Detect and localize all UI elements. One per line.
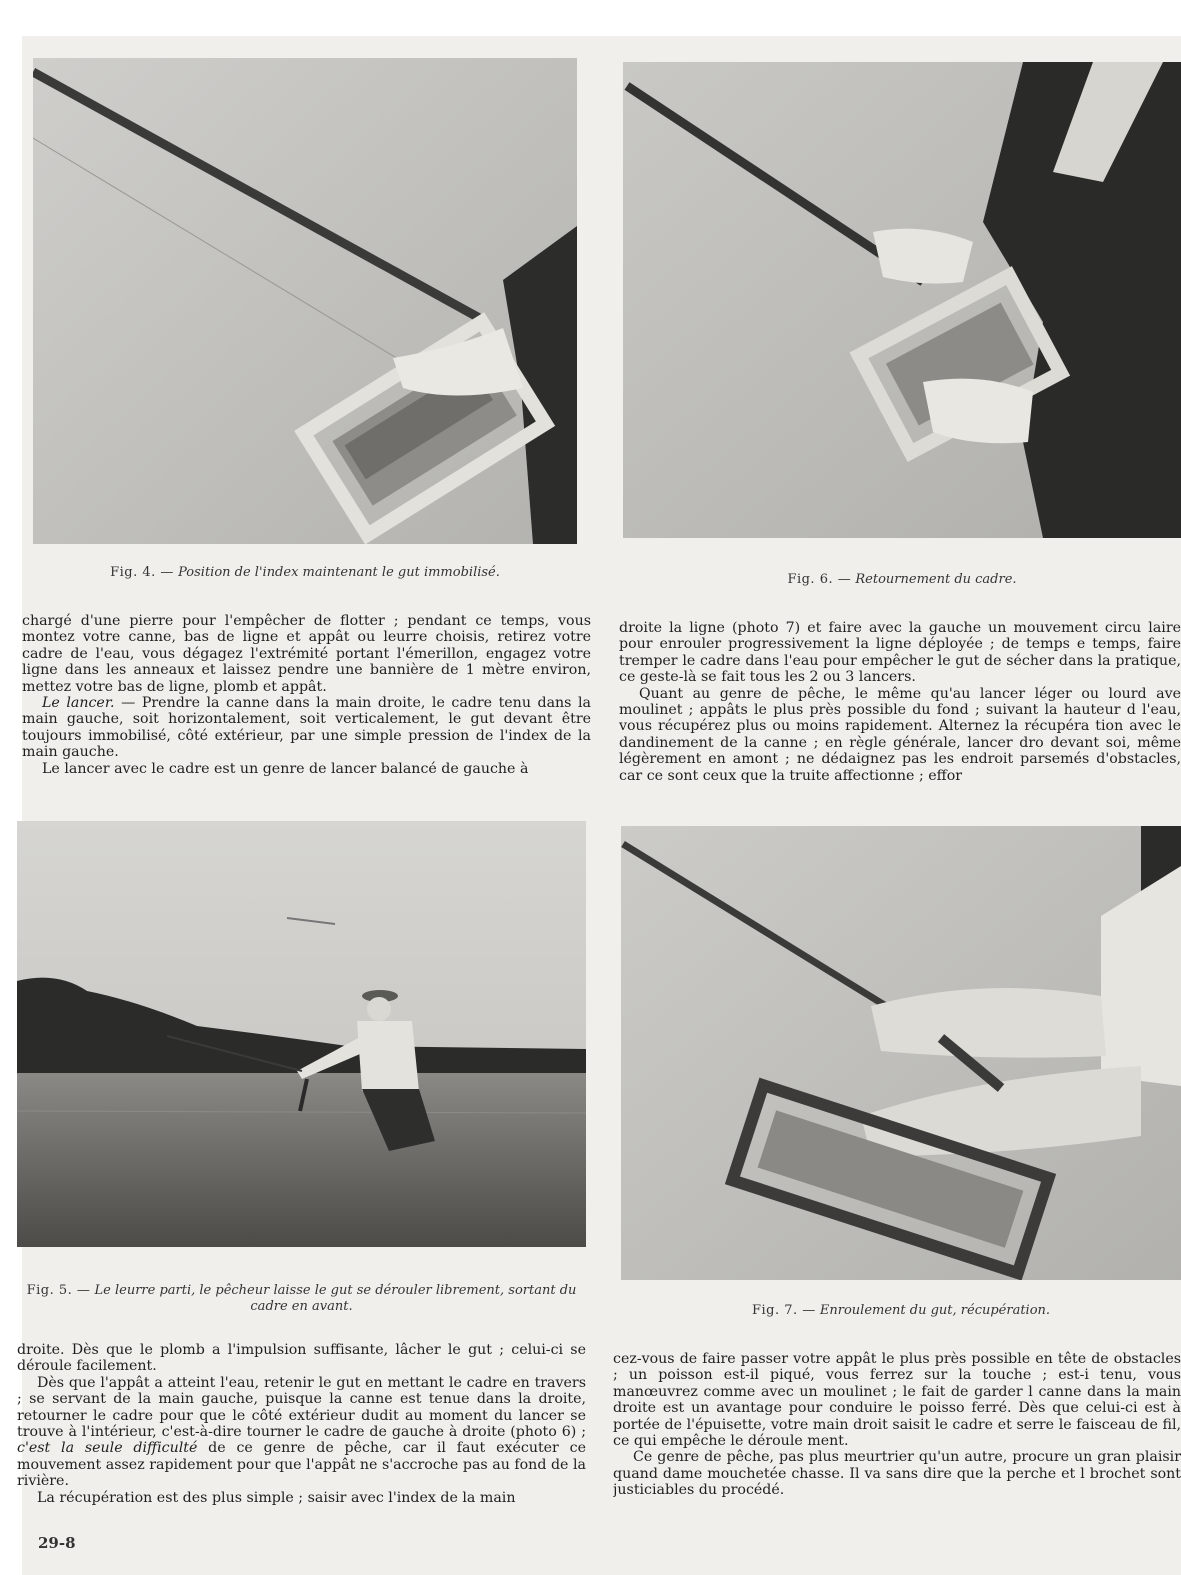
figure-5-caption-text: Le leurre parti, le pêcheur laisse le gut se dérouler librement, sortant du cadre en avant. xyxy=(94,1283,577,1314)
figure-4-photo xyxy=(33,58,577,544)
figure-5-caption xyxy=(17,1283,586,1315)
figure-4-caption-text: Position de l'index maintenant le gut immobilisé. xyxy=(178,565,500,580)
fishing-frame-hand-illustration xyxy=(33,58,577,544)
page-number: 29-8 xyxy=(38,1534,76,1552)
text-column-top-left xyxy=(22,613,591,799)
paragraph: Ce genre de pêche, pas plus meurtrier qu'un autre, procure un gran plaisir quand dame mouchetée chasse. Il va sans dire que la perche et l brochet sont justiciables du procédé. xyxy=(613,1449,1181,1499)
paragraph: cez-vous de faire passer votre appât le plus près possible en tête de obstacles ; un poisson est-il piqué, vous ferrez sur la touche ; est-i tenu, vous manœuvrez comme avec un moulinet ; le fait de garder l canne dans la main droite est un avantage pour conduire le poisso ferré. Dès que celui-ci est à portée de l'épuisette, votre main droit saisit le cadre et serre le faisceau de fil, ce qui empêche le déroule ment. xyxy=(613,1351,1181,1450)
paragraph: chargé d'une pierre pour l'empêcher de flotter ; pendant ce temps, vous montez votre canne, bas de ligne et appât ou leurre choisis, retirez votre cadre de l'eau, vous dégagez l'extrémité portant l'émerillon, engagez votre ligne dans les anneaux et laissez pendre une bannière de 1 mètre environ, mettez votre bas de ligne, plomb et appât. xyxy=(22,613,591,695)
paragraph xyxy=(22,695,591,761)
text-column-top-right xyxy=(619,620,1181,804)
paragraph: droite la ligne (photo 7) et faire avec la gauche un mouvement circu laire pour enrouler progressivement la ligne déployée ; de temps e temps, faire tremper le cadre dans l'eau pour empêcher le gut de sécher dans la pratique, ce geste-là se fait tous les 2 ou 3 lancers. xyxy=(619,620,1181,686)
figure-4-number: Fig. 4. — xyxy=(110,565,174,580)
angler-in-river-illustration xyxy=(17,821,586,1247)
figure-7-caption xyxy=(621,1303,1181,1319)
paragraph: Quant au genre de pêche, le même qu'au lancer léger ou lourd ave moulinet ; appâts le plus près possible du fond ; suivant la hauteur d l'eau, vous récupérez plus ou moins rapidement. Alternez la récupéra tion avec le dandinement de la canne ; en règle générale, lancer dro devant soi, même légèrement en amont ; ne dédaignez pas les endroit parsemés d'obstacles, car ce sont ceux que la truite affectionne ; effor xyxy=(619,685,1181,784)
figure-6-photo xyxy=(623,62,1181,538)
paragraph-body: Dès que l'appât a atteint l'eau, retenir le gut en mettant le cadre en travers ; se servant de la main gauche, puisque la canne est tenue dans la droite, retourner le cadre pour que le côté extérieur dudit au moment du lancer se trouve à l'intérieur, c'est-à-dire tourner le cadre de gauche à droite (photo 6) ; xyxy=(17,1374,586,1441)
gut-winding-illustration xyxy=(621,826,1181,1280)
figure-7-photo xyxy=(621,826,1181,1280)
paragraph-body: — Prendre la canne dans la main droite, le cadre tenu dans la main gauche, soit horizontalement, soit verticalement, le gut devant être toujours immobilisé, côté extérieur, par une simple pression de l'index de la main gauche. xyxy=(22,695,591,761)
paragraph: droite. Dès que le plomb a l'impulsion suffisante, lâcher le gut ; celui-ci se déroule facilement. xyxy=(17,1342,586,1375)
figure-6-number: Fig. 6. — xyxy=(787,572,852,587)
figure-6-caption-text: Retournement du cadre. xyxy=(855,572,1017,587)
figure-5-photo xyxy=(17,821,586,1247)
paragraph-emphasis: c'est la seule difficulté xyxy=(17,1440,198,1457)
frame-rotation-illustration xyxy=(623,62,1181,538)
figure-6-caption xyxy=(623,572,1181,588)
figure-7-caption-text: Enroulement du gut, récupération. xyxy=(819,1303,1051,1318)
paragraph-tail: de ce genre de pêche, car il faut exécuter ce mouvement assez rapidement pour que l'appât ne s'accroche pas au fond de la rivière. xyxy=(17,1440,586,1490)
figure-7-number: Fig. 7. — xyxy=(751,1303,816,1318)
figure-4-caption xyxy=(33,565,577,581)
paragraph-lead: Le lancer. xyxy=(42,695,115,712)
paragraph: La récupération est des plus simple ; saisir avec l'index de la main xyxy=(37,1489,516,1506)
paragraph xyxy=(17,1375,586,1490)
paragraph: Le lancer avec le cadre est un genre de lancer balancé de gauche à xyxy=(42,760,529,777)
figure-5-number: Fig. 5. — xyxy=(26,1283,91,1298)
text-column-bottom-left xyxy=(17,1342,586,1528)
text-column-bottom-right xyxy=(613,1351,1181,1531)
